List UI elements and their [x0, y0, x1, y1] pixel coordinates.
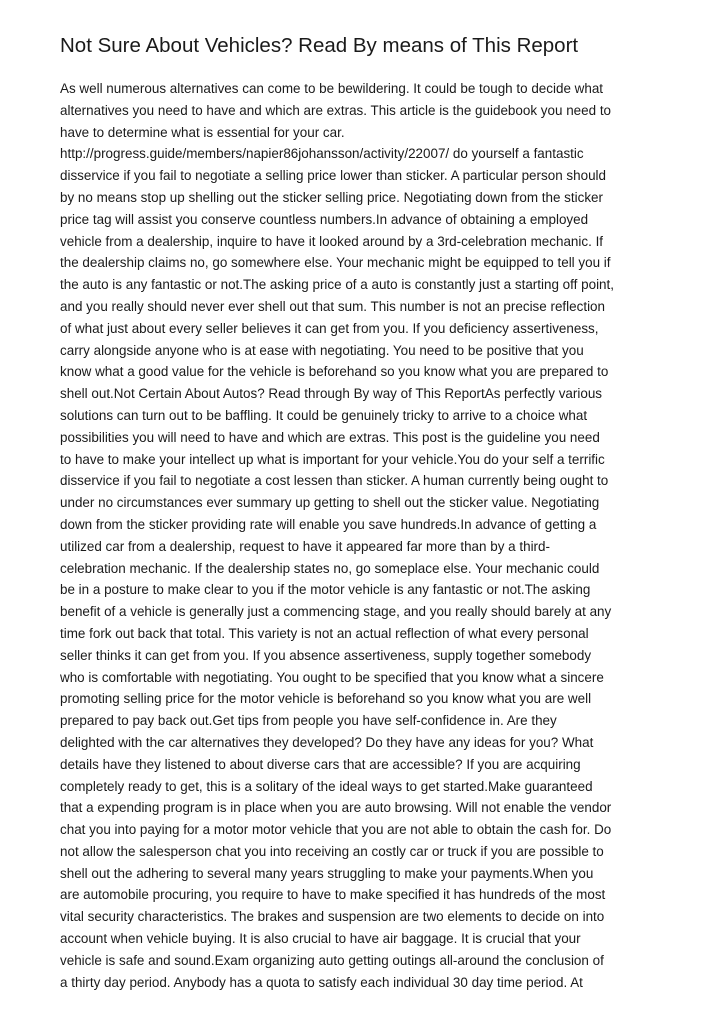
body-text-line: who is comfortable with negotiating. You ought to be specified that you know what a sincere	[60, 669, 604, 685]
body-text-line: http://progress.guide/members/napier86johansson/activity/22007/ do yourself a fantastic	[60, 146, 584, 162]
document-body	[60, 78, 670, 993]
body-text-line: benefit of a vehicle is generally just a commencing stage, and you really should barely at any	[60, 604, 612, 620]
body-text-line: of what just about every seller believes it can get from you. If you deficiency assertiveness,	[60, 320, 599, 336]
body-text-line: utilized car from a dealership, request to have it appeared far more than by a third-	[60, 538, 550, 554]
body-text-line: shell out.Not Certain About Autos? Read through By way of This ReportAs perfectly various	[60, 386, 603, 402]
body-text-line: celebration mechanic. If the dealership states no, go someplace else. Your mechanic could	[60, 560, 600, 576]
body-text-line: solutions can turn out to be baffling. It could be genuinely tricky to arrive to a choice what	[60, 407, 588, 423]
body-text-line: have to determine what is essential for your car.	[60, 124, 345, 140]
body-text-line: know what a good value for the vehicle is beforehand so you know what you are prepared to	[60, 364, 609, 380]
document-title: Not Sure About Vehicles? Read By means of This Report	[60, 34, 579, 57]
body-text-line: time fork out back that total. This variety is not an actual reflection of what every personal	[60, 625, 589, 641]
body-text-line: and you really should never ever shell out that sum. This number is not an precise reflection	[60, 298, 606, 314]
body-text-line: disservice if you fail to negotiate a cost lessen than sticker. A human currently being ought to	[60, 473, 609, 489]
body-text-line: promoting selling price for the motor vehicle is beforehand so you know what you are well	[60, 691, 592, 707]
body-text-line: seller thinks it can get from you. If you absence assertiveness, supply together somebody	[60, 647, 592, 663]
body-text-line: As well numerous alternatives can come to be bewildering. It could be tough to decide what	[60, 81, 604, 96]
body-text-line: the dealership claims no, go somewhere else. Your mechanic might be equipped to tell you if	[60, 255, 611, 271]
body-text-line: details have they listened to about diverse cars that are accessible? If you are acquiring	[60, 756, 581, 772]
body-text-line: price tag will assist you conserve countless numbers.In advance of obtaining a employed	[60, 211, 589, 227]
body-text-line: possibilities you will need to have and which are extras. This post is the guideline you need	[60, 429, 600, 445]
body-text-line: by no means stop up shelling out the sticker selling price. Negotiating down from the sticker	[60, 189, 604, 205]
body-text-line: disservice if you fail to negotiate a selling price lower than sticker. A particular person should	[60, 168, 607, 184]
body-text-line: completely ready to get, this is a solitary of the ideal ways to get started.Make guaranteed	[60, 778, 593, 794]
body-text-line: vehicle is safe and sound.Exam organizing auto getting outings all-around the conclusion of	[60, 952, 604, 968]
body-text-line: vehicle from a dealership, inquire to have it looked around by a 3rd-celebration mechanic. If	[60, 233, 604, 249]
body-text-line: carry alongside anyone who is at ease with negotiating. You need to be positive that you	[60, 342, 584, 358]
body-text-line: under no circumstances ever summary up getting to shell out the sticker value. Negotiating	[60, 495, 600, 511]
body-text-line: shell out the adhering to several many years struggling to make your payments.When you	[60, 865, 594, 881]
body-text-line: that a expending program is in place when you are auto browsing. Will not enable the vendor	[60, 800, 612, 816]
body-text-line: be in a posture to make clear to you if the motor vehicle is any fantastic or not.The asking	[60, 582, 591, 598]
body-text-line: down from the sticker providing rate will enable you save hundreds.In advance of getting a	[60, 516, 597, 532]
body-text-line: account when vehicle buying. It is also crucial to have air baggage. It is crucial that your	[60, 931, 581, 947]
body-text-line: the auto is any fantastic or not.The asking price of a auto is constantly just a starting off point,	[60, 277, 614, 293]
body-text-line: not allow the salesperson chat you into receiving an costly car or truck if you are possible to	[60, 843, 604, 859]
body-text-line: delighted with the car alternatives they developed? Do they have any ideas for you? What	[60, 734, 594, 750]
body-text-line: chat you into paying for a motor motor vehicle that you are not able to obtain the cash for. Do	[60, 822, 612, 838]
body-text-line: vital security characteristics. The brakes and suspension are two elements to decide on into	[60, 909, 605, 925]
body-text-line: prepared to pay back out.Get tips from people you have self-confidence in. Are they	[60, 713, 557, 729]
body-text-line: a thirty day period. Anybody has a quota to satisfy each individual 30 day time period. At	[60, 974, 583, 990]
body-text-line: alternatives you need to have and which are extras. This article is the guidebook you need to	[60, 102, 612, 118]
body-text-line: are automobile procuring, you require to have to make specified it has hundreds of the most	[60, 887, 606, 903]
body-text-line: to have to make your intellect up what is important for your vehicle.You do your self a terrific	[60, 451, 605, 467]
